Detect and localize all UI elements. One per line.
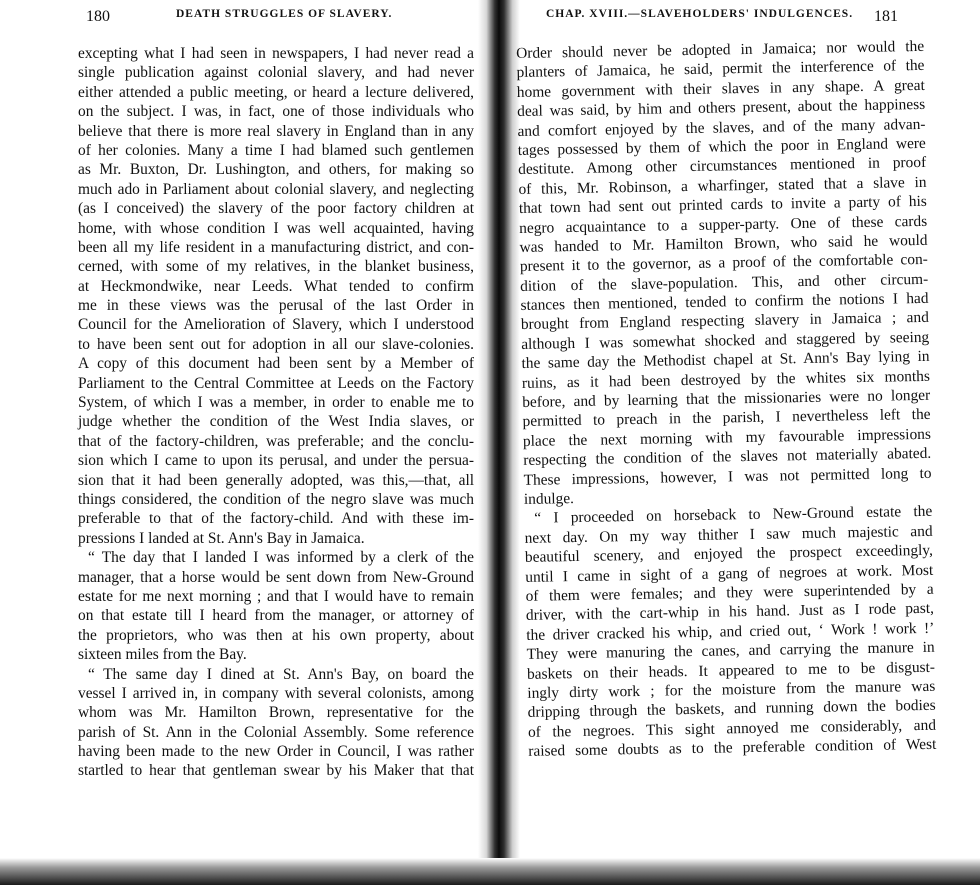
text-line: baskets on their heads. It appeared to me to be disgust- bbox=[526, 658, 936, 683]
text-line: dition of the slave-population. This, and other circum- bbox=[520, 270, 929, 295]
text-line: startled to hear that gentleman swear by his Maker that that bbox=[78, 762, 474, 780]
left-body-text bbox=[78, 44, 474, 781]
text-line: raised some doubts as to the preferable condition of West bbox=[528, 735, 937, 760]
text-line: although I was somewhat shocked and staggered by seeing bbox=[521, 328, 930, 353]
text-line: estate for me next morning ; and that I would have to remain bbox=[78, 587, 474, 605]
left-running-head: DEATH STRUGGLES OF SLAVERY. bbox=[176, 8, 393, 20]
text-line: been all my life resident in a manufacturing district, and con- bbox=[78, 238, 474, 256]
text-line: on the subject. I was, in fact, one of those individuals who bbox=[78, 103, 474, 121]
text-line: of this, Mr. Robinson, a wharfinger, stated that a slave in bbox=[518, 173, 927, 198]
text-line: having been made to the new Order in Council, I was rather bbox=[78, 743, 474, 761]
text-line: until I came in sight of a gang of negroes at work. Most bbox=[525, 561, 934, 586]
text-line: brought from England respecting slavery in Jamaica ; and bbox=[520, 309, 929, 334]
text-line: that of the factory-children, was preferable; and the conclu- bbox=[78, 432, 474, 450]
text-line: excepting what I had seen in newspapers, I had never read a bbox=[78, 45, 474, 62]
text-line: driver, with the cart-whip in his hand. Just as I rode past, bbox=[525, 600, 935, 625]
text-line: respecting the condition of the slaves not materially abated. bbox=[523, 445, 932, 470]
text-line: the same day the Methodist chapel at St. Ann's Bay lying in bbox=[521, 348, 930, 373]
text-line: They were manuring the canes, and carrying the manure in bbox=[526, 638, 935, 664]
text-line: place the next morning with my favourable impressions bbox=[522, 425, 932, 450]
text-line: beautiful scenery, and enjoyed the prospect exceedingly, bbox=[524, 541, 934, 567]
text-line: things considered, the condition of the negro slave was much bbox=[78, 490, 474, 508]
text-line: A copy of this document had been sent by a Member of bbox=[78, 355, 474, 373]
text-line: tages possessed by them of which the poor in England were bbox=[517, 134, 926, 159]
text-line: pressions I landed at St. Ann's Bay in Jamaica. bbox=[78, 529, 365, 547]
text-line: sion that it had been generally adopted, was this,—that, all bbox=[78, 471, 474, 489]
text-line: preferable to that of the factory-child. And with these im- bbox=[78, 510, 474, 528]
text-line: next day. On my way thither I saw much majestic and bbox=[524, 522, 933, 547]
text-line: and comfort enjoyed by the slaves, and of the many advan- bbox=[517, 115, 926, 140]
text-line: (as I conceived) the slavery of the poor factory children at bbox=[78, 200, 474, 218]
text-line: cerned, with some of my relatives, in the blanket business, bbox=[78, 258, 474, 276]
text-line: the driver cracked his whip, and cried out, ‘ Work ! work !’ bbox=[526, 619, 935, 644]
text-line: These impressions, however, I was not permitted long to bbox=[523, 464, 932, 489]
text-line: stances then mentioned, tended to confirm the notions I had bbox=[520, 289, 929, 315]
text-line: either attended a public meeting, or heard a lecture delivered, bbox=[78, 83, 474, 101]
text-line: planters of Jamaica, he said, permit the interference of the bbox=[516, 57, 925, 82]
text-line: to have been sent out for adoption in all our slave-colonies. bbox=[78, 335, 474, 353]
text-line: believe that there is more real slavery in England than in any bbox=[78, 122, 474, 140]
scan-bottom-edge-shadow bbox=[0, 858, 980, 885]
text-line: dripping through the baskets, and running down the bodies bbox=[527, 697, 936, 722]
text-line: me in these views was the perusal of the last Order in bbox=[78, 297, 474, 315]
text-line: the proprietors, who was then at his own property, about bbox=[78, 626, 474, 644]
right-running-head: CHAP. XVIII.—SLAVEHOLDERS' INDULGENCES. bbox=[546, 8, 854, 20]
text-line: Council for the Amelioration of Slavery, which I understood bbox=[78, 316, 474, 334]
text-line: single publication against colonial slavery, and had never bbox=[78, 64, 474, 82]
text-line: negro acquaintance to a supper-party. One of these cards bbox=[519, 212, 928, 237]
text-line: that town had sent out printed cards to invite a party of his bbox=[518, 192, 927, 218]
text-line: ruins, as it had been destroyed by the whites six months bbox=[521, 367, 931, 392]
text-line: “ The day that I landed I was informed by a clerk of the bbox=[88, 549, 474, 567]
left-page-number: 180 bbox=[86, 8, 110, 25]
text-line: “ I proceeded on horseback to New-Ground estate the bbox=[534, 503, 933, 528]
text-line: vessel I arrived in, in company with several colonists, among bbox=[78, 684, 474, 702]
text-line: manager, that a horse would be sent down from New-Ground bbox=[78, 568, 474, 586]
text-line: sion which I came to upon its perusal, and under the persua- bbox=[78, 452, 474, 470]
text-line: permitted to preach in the parish, I nevertheless left the bbox=[522, 406, 931, 431]
text-line: of them were females; and they were superintended by a bbox=[525, 580, 934, 605]
text-line: of her colonies. Many a time I had blamed such gentlemen bbox=[78, 141, 474, 159]
text-line: sixteen miles from the Bay. bbox=[78, 646, 247, 664]
text-line: whom was Mr. Hamilton Brown, representative for the bbox=[78, 704, 474, 722]
text-line: much ado in Parliament about colonial slavery, and neglecting bbox=[78, 180, 474, 198]
text-line: was handed to Mr. Hamilton Brown, who said he would bbox=[519, 231, 928, 256]
right-page-number: 181 bbox=[874, 8, 898, 25]
text-line: deal was said, by him and others present, about the happiness bbox=[517, 96, 926, 121]
text-line: judge whether the condition of the West India slaves, or bbox=[78, 413, 474, 431]
text-line: ingly dirty work ; for the moisture from the manure was bbox=[527, 677, 936, 702]
text-line: present it to the governor, as a proof of the comfortable con- bbox=[519, 251, 928, 276]
text-line: destitute. Among other circumstances mentioned in proof bbox=[518, 154, 927, 179]
text-line: home, with whose condition I was well acquainted, having bbox=[78, 219, 474, 237]
text-line: as Mr. Buxton, Dr. Lushington, and others, for making so bbox=[78, 161, 474, 179]
text-line: Order should never be adopted in Jamaica; nor would the bbox=[516, 37, 925, 62]
text-line: System, of which I was a member, in order to enable me to bbox=[78, 394, 474, 412]
text-line: Parliament to the Central Committee at Leeds on the Factory bbox=[78, 374, 474, 392]
text-line: parish of St. Ann in the Colonial Assembly. Some reference bbox=[78, 723, 474, 741]
right-body-text bbox=[516, 37, 936, 761]
text-line: before, and by learning that the missionaries were no longer bbox=[522, 386, 931, 411]
text-line: on that estate till I heard from the manager, or attorney of bbox=[78, 607, 474, 625]
text-line: home government with their slaves in any shape. A great bbox=[516, 76, 925, 101]
text-line: indulge. bbox=[523, 490, 575, 508]
text-line: at Heckmondwike, near Leeds. What tended to confirm bbox=[78, 277, 474, 295]
right-page bbox=[510, 0, 980, 885]
text-line: of the negroes. This sight annoyed me considerably, and bbox=[527, 716, 937, 741]
text-line: “ The same day I dined at St. Ann's Bay, on board the bbox=[88, 665, 474, 683]
